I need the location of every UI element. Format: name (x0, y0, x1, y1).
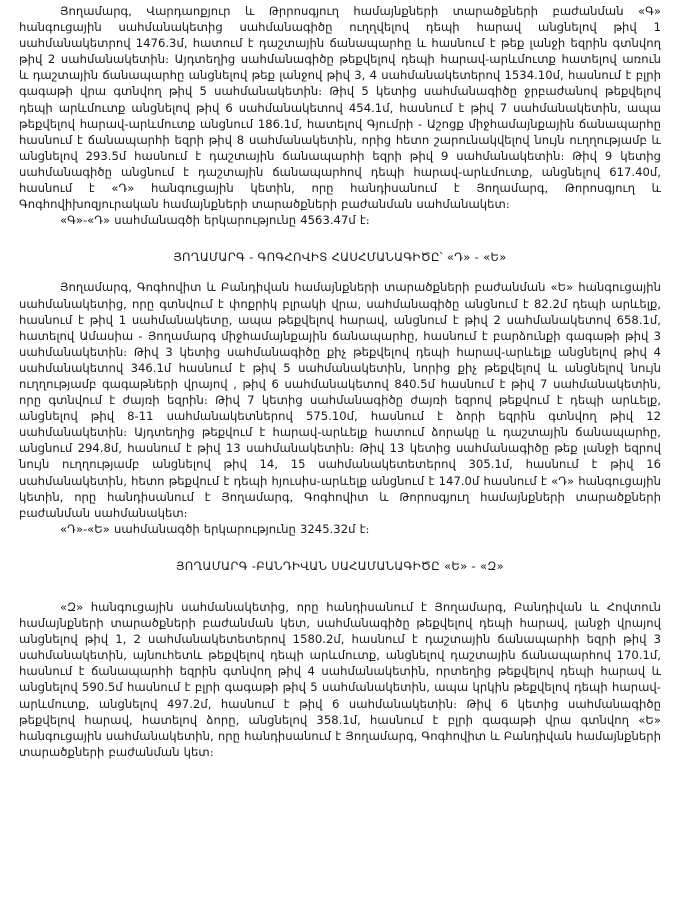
paragraph-boundary-d-e-length: «Դ»-«Ե» սահմանագծի երկարությունը 3245.32մ է։ (60, 521, 370, 536)
heading-boundary-d-e: ՅՈՂԱՄԱՐԳ - ԳՈԳՀՈՎԻՏ ՀԱՍՀՄԱՆԱԳԻԾԸ՝ «Դ» - «Ե» (173, 250, 507, 265)
heading-spacer-bottom-d-e (19, 265, 661, 279)
paragraph-boundary-e-z: «Զ» հանգուցային սահմանակետից, որը հանդիսանում է Յողամարգ, Բանդիվան և Հովտուն համայնքների տարածքների բաժանման կետ, սահմանագիծը թեքվելով դեպի հարավ, լանջի վրայով անցնելով թիվ 1, 2 սահմանակետետերով 1580.2մ, հասնում է դաշտային ճանապարհի եզրի թիվ 3 սահմանակետին, այնուհետև թեքվելով դեպի արևմուտք, անցնելով դաշտային ճանապարհով 170.1մ, հասնում է ճանապարհի եզրին գտնվող թիվ 4 սահմանակետին, որտեղից թեքվելով դեպի հարավ և անցնելով 590.5մ հասնում է բլրի գագաթի թիվ 5 սահմանակետին, ապա կրկին թեքվելով դեպի հարավ-արևմուտք, անցնելով 497.2մ, հասնում է թիվ 6 սահմանակետին։ Թիվ 6 կետից սահմանագիծը թեքվելով հարավ, հատելով ձորը, անցնելով 358.1մ, հասնում է բլրի գագաթի վրա գտնվող «Ե» հանգուցային սահմանակետին, որը հանդիսանում է Յողամարգ, Գոգհովիտ և Բանդիվան համայնքների տարածքների բաժանման կետ։ (19, 600, 661, 759)
heading-spacer-top-e-z (19, 537, 661, 558)
paragraph-boundary-g-d-length: «Գ»-«Դ» սահմանագծի երկարությունը 4563.47մ է։ (60, 213, 370, 228)
paragraph-boundary-g-d: Յողամարգ, Վարդաոքյուր և Թրրոսգյուղ համայնքների տարածքների բաժանման «Գ» հանգուցային սահմանակետից սահմանագիծը ուղղվելով դեպի հարավ անցնելով թիվ 1 սահմանակետրով 1476.3մ, հատում է դաշտային ճանապարհը և հասնում է թեք լանջի եզրին գտնվող թիվ 2 սահմանակետին։ Այդտեղից սահմանագիծը թեքվելով դեպի հարավ-արևմուտք հատելով առուն և դաշտային ճանապարհը անցնելով թեք լանջով թիվ 3, 4 սահմանակետերով 1534.10մ, հասնում է բլրի գագաթի վրա գտնվող թիվ 5 սահմանակետին։ Թիվ 5 կետից սահմանագիծը ջրբաժանով թեքվելով դեպի արևմուտք անցնելով թիվ 6 սահմանակետով 454.1մ, հասնում է թիվ 7 սահմանակետին, ապա թեքվելով հարավ-արևմուտք անցնում 186.1մ, հատելով Գյումրի - Աշոցք միջհամայնքային ճանապարհը հասնում է ճանապարհի եզրի թիվ 8 սահմանակետին, որից հետո շարունակվելով նույն ուղղությամբ և անցնելով 293.5մ հասնում է դաշտային ճանապարհի եզրի թիվ 9 սահմանակետին։ Թիվ 9 կետից սահմանագիծը անցնում է դաշտային ճանապարհով դեպի հարավ-արևմուտք, անցնելով 617.40մ, հասնում է «Դ» հանգուցային կետին, որը հանդիսանում է Յողամարգ, Թորոսգյուղ և Գոգհովիխոզյուրական համայնքների տարածքների բաժանման սահմանակետ։ (19, 4, 661, 212)
heading-spacer-top-d-e (19, 228, 661, 249)
paragraph-boundary-d-e: Յողամարգ, Գոգհովիտ և Բանդիվան համայնքների տարածքների բաժանման «Ե» հանգուցային սահմանակետից, որը գտնվում է փոքրիկ բլրակի վրա, սահմանագիծը անցնում է 82.2մ դեպի արևելք, հասնում է թիվ 1 սահմանակետը, ապա թեքվելով հարավ, անցնում է թիվ 2 սահմանակետով 658.1մ, հատելով Ամասիա - Յողամարգ միջհամայնքային ճանապարհը, հասնում է բարձունքի գագաթի թիվ 3 սահմանակետին։ Թիվ 3 կետից սահմանագիծը քիչ թեքվելով դեպի հարավ-արևելք անցնելով թիվ 4 սահմանակետով 346.1մ հասնում է թիվ 5 սահմանակետին, նորից քիչ թեքվելով և անցնելով նույն ուղղությամբ գագաթների վրայով , թիվ 6 սահմանակետով 840.5մ հասնում է թիվ 7 սահմանակետին, որը գտնվում է ժայռի եզրին։ Թիվ 7 կետից սահմանագիծը ժայռի եզրով թեքվում է դեպի արևելք, անցնելով թիվ 8-11 սահմանակետներով 575.10մ, հասնում է ձորի եզրին գտնվող թիվ 12 սահմանակետին։ Այդտեղից թեքվում է հարավ-արևելք հատում ձորակը և դաշտային ճանապարհը, անցնում 294.8մ, հասնում է թիվ 13 սահմանակետին։ Թիվ 13 կետից սահմանագիծը թեք լանջի եզրով նույն ուղղությամբ անցնելով թիվ 14, 15 սահմանակետետերով 305.1մ, հասնում է թիվ 16 սահմանակետին, հետո թեքվում է դեպի հյուսիս-արևելք անցնում է 147.0մ հասնում է «Դ» հանգուցային կետին, որը հանդիսանում է Յողամարգ, Գոգհովիտ և Թորոսգյուղ համայնքների տարածքների բաժանման սահմանակետ։ (19, 280, 661, 520)
heading-spacer-bottom-e-z (19, 574, 661, 599)
heading-boundary-e-z: ՅՈՂԱՄԱՐԳ -ԲԱՆԴԻՎԱՆ ՍԱՀԱՄԱՆԱԳԻԾԸ «Ե» - «Զ» (175, 558, 505, 573)
